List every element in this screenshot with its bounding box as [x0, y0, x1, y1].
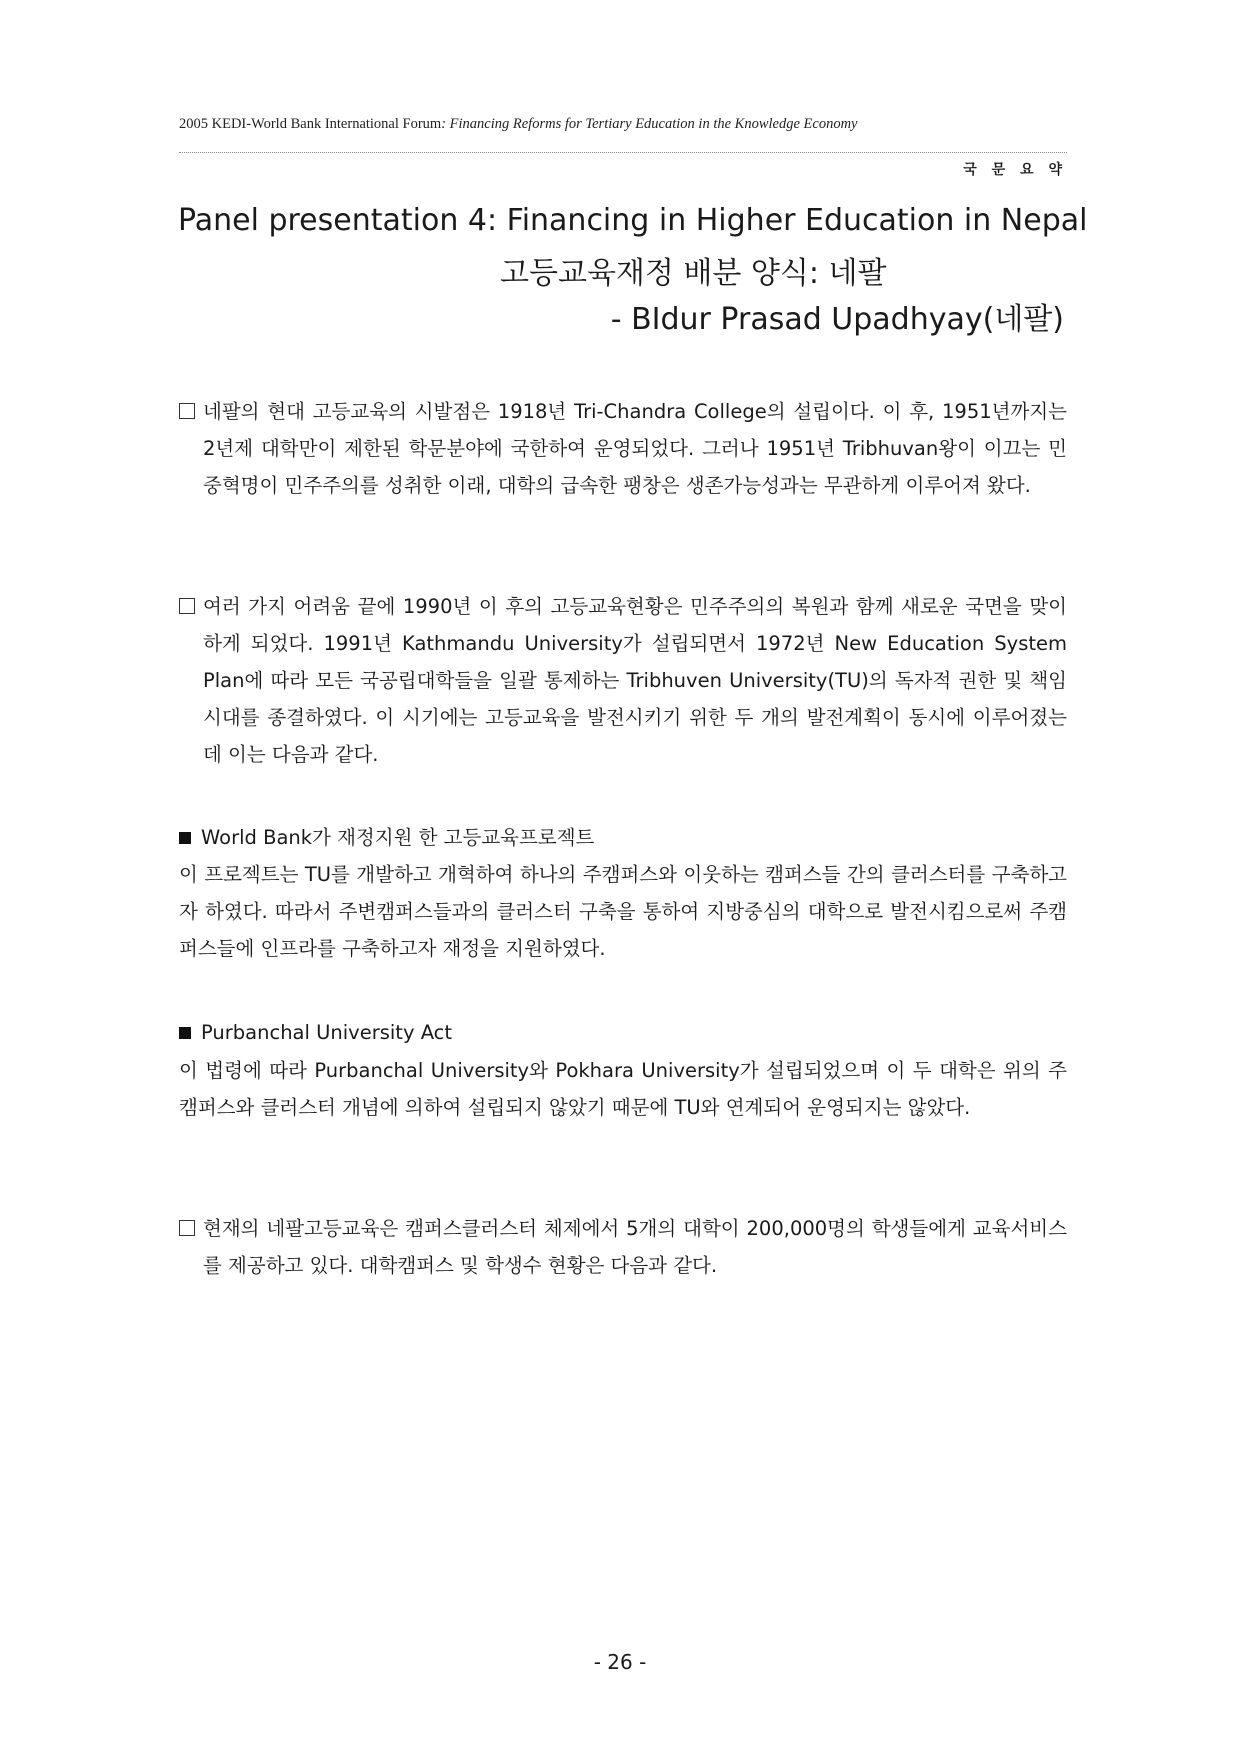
paragraph-history: [179, 393, 1067, 504]
title-korean: 고등교육재정 배분 양식: 네팔: [500, 256, 887, 291]
paragraph-1990s: [179, 588, 1067, 773]
square-bullet-icon: [179, 832, 191, 844]
title-author: - BIdur Prasad Upadhyay(네팔): [610, 302, 1064, 337]
square-bullet-icon: [179, 1027, 191, 1039]
heading-world-bank: [179, 819, 594, 856]
heading-purbanchal: [179, 1014, 452, 1051]
paragraph-1990s-text: 여러 가지 어려움 끝에 1990년 이 후의 고등교육현황은 민주주의의 복원과 함께 새로운 국면을 맞이하게 되었다. 1991년 Kathmandu University가 설립되면서 1972년 New Education System Plan에 따라 모든 국공립대학들을 일괄 통제하는 Tribhuven University(TU)의 독자적 권한 및 책임 시대를 종결하였다. 이 시기에는 고등교육을 발전시키기 위한 두 개의 발전계획이 동시에 이루어졌는데 이는 다음과 같다.: [203, 595, 1067, 766]
running-header-title: 2005 KEDI-World Bank International Forum: [179, 116, 442, 132]
section-tag: 국 문 요 약: [963, 162, 1067, 178]
heading-purbanchal-text: Purbanchal University Act: [201, 1021, 453, 1044]
header-divider: [179, 152, 1067, 153]
heading-world-bank-text: World Bank가 재정지원 한 고등교육프로젝트: [201, 826, 595, 849]
checkbox-bullet-icon: [179, 1220, 195, 1236]
checkbox-bullet-icon: [179, 403, 195, 419]
paragraph-world-bank: 이 프로젝트는 TU를 개발하고 개혁하여 하나의 주캠퍼스와 이웃하는 캠퍼스들 간의 클러스터를 구축하고자 하였다. 따라서 주변캠퍼스들과의 클러스터 구축을 통하여 지방중심의 대학으로 발전시킴으로써 주캠퍼스들에 인프라를 구축하고자 재정을 지원하였다.: [179, 863, 1067, 960]
paragraph-purbanchal: 이 법령에 따라 Purbanchal University와 Pokhara University가 설립되었으며 이 두 대학은 위의 주캠퍼스와 클러스터 개념에 의하여 설립되지 않았기 때문에 TU와 연계되어 운영되지는 않았다.: [179, 1059, 1067, 1119]
paragraph-current-text: 현재의 네팔고등교육은 캠퍼스클러스터 체제에서 5개의 대학이 200,000명의 학생들에게 교육서비스를 제공하고 있다. 대학캠퍼스 및 학생수 현황은 다음과 같다.: [203, 1217, 1067, 1277]
paragraph-current: [179, 1210, 1067, 1284]
running-header: [179, 116, 1069, 133]
title-english: Panel presentation 4: Financing in Higher Education in Nepal: [178, 203, 1088, 238]
checkbox-bullet-icon: [179, 598, 195, 614]
paragraph-history-text: 네팔의 현대 고등교육의 시발점은 1918년 Tri-Chandra College의 설립이다. 이 후, 1951년까지는 2년제 대학만이 제한된 학문분야에 국한하여 운영되었다. 그러나 1951년 Tribhuvan왕이 이끄는 민중혁명이 민주주의를 성취한 이래, 대학의 급속한 팽창은 생존가능성과는 무관하게 이루어져 왔다.: [203, 400, 1067, 497]
running-header-subtitle: : Financing Reforms for Tertiary Education in the Knowledge Economy: [441, 116, 858, 132]
page-number: - 26 -: [593, 1650, 647, 1674]
